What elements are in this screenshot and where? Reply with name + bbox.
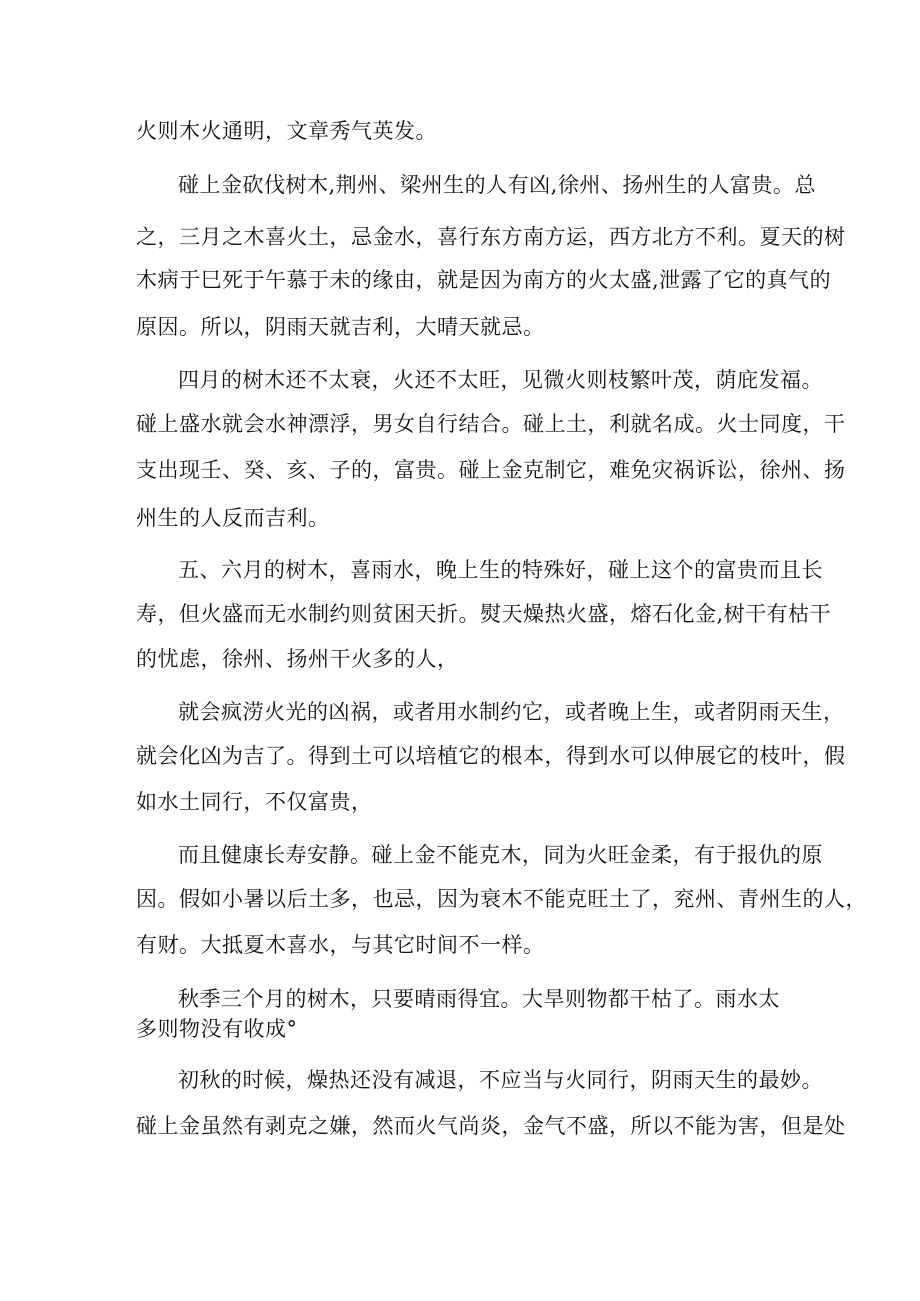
paragraph-start-line: 而且健康长寿安静。碰上金不能克木，同为火旺金柔，有于报仇的原 [178, 843, 823, 867]
text-line: 木病于巳死于午慕于未的缘由，就是因为南方的火太盛,泄露了它的真气的 [136, 268, 832, 292]
text-line: 火则木火通明，文章秀气英发。 [136, 119, 437, 143]
paragraph-start-line: 五、六月的树木，喜雨水，晚上生的特殊好，碰上这个的富贵而且长 [178, 558, 823, 582]
text-line: 原因。所以，阴雨天就吉利，大晴天就忌。 [136, 315, 545, 339]
text-line: 的忧虑，徐州、扬州干火多的人， [136, 647, 459, 671]
text-line: 碰上盛水就会水神漂浮，男女自行结合。碰上土，利就名成。火士同度，干 [136, 412, 846, 436]
text-line: 多则物没有收成° [136, 1017, 298, 1041]
text-line: 如水土同行，不仅富贵， [136, 790, 373, 814]
text-line: 碰上金虽然有剥克之嫌，然而火气尚炎，金气不盛，所以不能为害，但是处 [136, 1114, 846, 1138]
text-line: 有财。大抵夏木喜水，与其它时间不一样。 [136, 933, 545, 957]
paragraph-start-line: 初秋的时候，燥热还没有减退，不应当与火同行，阴雨天生的最妙。 [178, 1068, 823, 1092]
paragraph-start-line: 秋季三个月的树木，只要晴雨得宜。大旱则物都干枯了。雨水太 [178, 987, 780, 1011]
text-line: 就会化凶为吉了。得到土可以培植它的根本，得到水可以伸展它的枝叶，假 [136, 744, 846, 768]
paragraph-start-line: 四月的树木还不太衰，火还不太旺，见微火则枝繁叶茂，荫庇发福。 [178, 368, 823, 392]
paragraph-start-line: 碰上金砍伐树木,荆州、梁州生的人有凶,徐州、扬州生的人富贵。总 [178, 173, 816, 197]
text-line: 因。假如小暑以后土多，也忌，因为衰木不能克旺土了，兖州、青州生的人， [136, 887, 867, 911]
text-line: 支出现壬、癸、亥、子的，富贵。碰上金克制它，难免灾祸诉讼，徐州、扬 [136, 458, 846, 482]
text-line: 州生的人反而吉利。 [136, 506, 330, 530]
text-line: 之，三月之木喜火土，忌金水，喜行东方南方运，西方北方不利。夏天的树 [136, 225, 846, 249]
paragraph-start-line: 就会疯涝火光的凶祸，或者用水制约它，或者晚上生，或者阴雨天生， [178, 700, 845, 724]
text-line: 寿，但火盛而无水制约则贫困天折。熨天燥热火盛，熔石化金,树干有枯干 [136, 602, 832, 626]
